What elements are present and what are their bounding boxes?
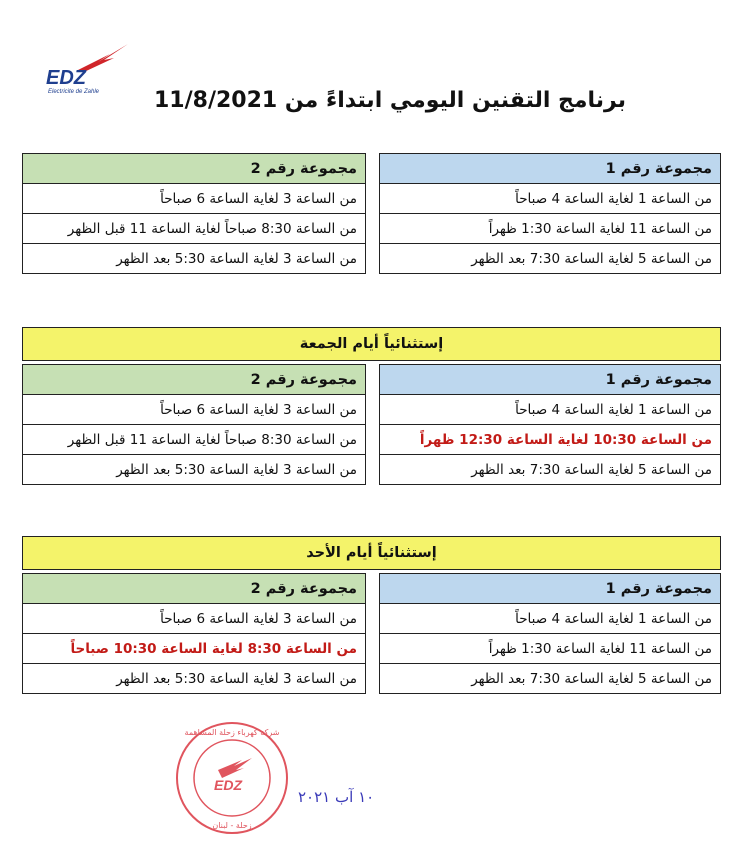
stamp-ring-text: شركة كهرباء زحلة المساهمة <box>184 728 280 737</box>
group1-header: مجموعة رقم 1 <box>380 574 721 604</box>
group1-row: من الساعة 5 لغاية الساعة 7:30 بعد الظهر <box>380 664 721 694</box>
group1-table <box>379 153 721 274</box>
group2-header: مجموعة رقم 2 <box>23 365 366 395</box>
edz-logo <box>40 40 135 100</box>
group1-row: من الساعة 5 لغاية الساعة 7:30 بعد الظهر <box>380 244 721 274</box>
official-stamp <box>172 718 292 838</box>
group1-row: من الساعة 1 لغاية الساعة 4 صباحاً <box>380 395 721 425</box>
group2-row: من الساعة 8:30 صباحاً لغاية الساعة 11 قبل الظهر <box>23 214 366 244</box>
friday-exception-banner: إستثنائياً أيام الجمعة <box>22 327 721 361</box>
group1-header: مجموعة رقم 1 <box>380 154 721 184</box>
group2-table <box>22 153 366 274</box>
sunday-group1-table <box>379 573 721 694</box>
group1-row-highlighted: من الساعة 10:30 لغاية الساعة 12:30 ظهراً <box>380 425 721 455</box>
group1-row: من الساعة 1 لغاية الساعة 4 صباحاً <box>380 184 721 214</box>
group2-row: من الساعة 3 لغاية الساعة 6 صباحاً <box>23 184 366 214</box>
group1-row: من الساعة 11 لغاية الساعة 1:30 ظهراً <box>380 214 721 244</box>
group2-row-highlighted: من الساعة 8:30 لغاية الساعة 10:30 صباحاً <box>23 634 366 664</box>
sunday-exception-banner: إستثنائياً أيام الأحد <box>22 536 721 570</box>
logo-subtitle: Electricite de Zahle <box>48 89 100 95</box>
logo-text: EDZ <box>46 67 86 89</box>
group2-row: من الساعة 3 لغاية الساعة 5:30 بعد الظهر <box>23 455 366 485</box>
stamp-bolt-icon <box>218 758 252 778</box>
group2-header: مجموعة رقم 2 <box>23 154 366 184</box>
stamp-center-text: EDZ <box>214 777 242 793</box>
friday-group1-table <box>379 364 721 485</box>
group2-header: مجموعة رقم 2 <box>23 574 366 604</box>
group1-row: من الساعة 1 لغاية الساعة 4 صباحاً <box>380 604 721 634</box>
friday-group2-table <box>22 364 366 485</box>
group1-header: مجموعة رقم 1 <box>380 365 721 395</box>
handwritten-date: ١٠ آب ٢٠٢١ <box>298 788 375 806</box>
stamp-bottom-text: زحلة - لبنان <box>212 821 252 830</box>
group1-row: من الساعة 5 لغاية الساعة 7:30 بعد الظهر <box>380 455 721 485</box>
group2-row: من الساعة 3 لغاية الساعة 6 صباحاً <box>23 395 366 425</box>
group2-row: من الساعة 3 لغاية الساعة 5:30 بعد الظهر <box>23 664 366 694</box>
group2-row: من الساعة 3 لغاية الساعة 6 صباحاً <box>23 604 366 634</box>
group2-row: من الساعة 8:30 صباحاً لغاية الساعة 11 قبل الظهر <box>23 425 366 455</box>
group2-row: من الساعة 3 لغاية الساعة 5:30 بعد الظهر <box>23 244 366 274</box>
page-title: برنامج التقنين اليومي ابتداءً من 11/8/2021 <box>153 88 626 113</box>
sunday-group2-table <box>22 573 366 694</box>
group1-row: من الساعة 11 لغاية الساعة 1:30 ظهراً <box>380 634 721 664</box>
